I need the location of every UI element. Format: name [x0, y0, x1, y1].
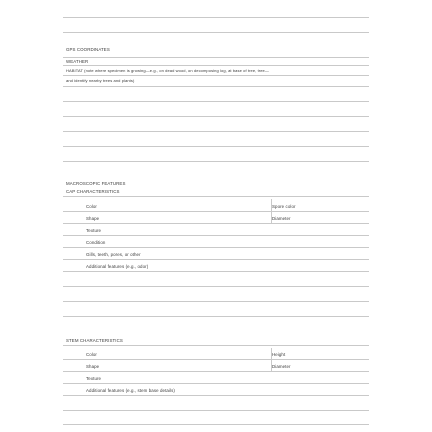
blank-line[interactable] [63, 424, 369, 425]
cap-spore-color-label: Spore color [272, 204, 296, 209]
cap-diameter-label: Diameter [272, 216, 291, 221]
habitat-label-line2: and identify nearby trees and plants) [66, 78, 135, 83]
blank-line[interactable] [63, 131, 369, 132]
gps-label: GPS COORDINATES [66, 47, 110, 52]
cap-characteristics-title: CAP CHARACTERISTICS [66, 189, 120, 194]
cap-shape-line[interactable] [63, 223, 369, 224]
macroscopic-features-title: MACROSCOPIC FEATURES [66, 181, 126, 186]
stem-shape-line[interactable] [63, 371, 369, 372]
stem-characteristics-title: STEM CHARACTERISTICS [66, 338, 123, 343]
habitat-line[interactable] [63, 75, 369, 76]
gps-line[interactable] [63, 57, 369, 58]
blank-line[interactable] [63, 410, 369, 411]
cap-condition-label: Condition [86, 240, 106, 245]
stem-height-label: Height [272, 352, 286, 357]
blank-line [63, 32, 369, 33]
cap-gills-label: Gills, teeth, pores, or other [86, 252, 141, 257]
weather-label: WEATHER [66, 59, 89, 64]
cap-color-line[interactable] [63, 211, 369, 212]
stem-diameter-label: Diameter [272, 364, 291, 369]
blank-line[interactable] [63, 286, 369, 287]
stem-column-divider [271, 348, 272, 372]
blank-line[interactable] [63, 161, 369, 162]
cap-additional-line[interactable] [63, 271, 369, 272]
blank-line[interactable] [63, 146, 369, 147]
cap-shape-label: Shape [86, 216, 100, 221]
cap-condition-line[interactable] [63, 247, 369, 248]
stem-color-label: Color [86, 352, 97, 357]
habitat-label-line1: HABITAT (note where specimen is growing—e.g., on dead wood, on decomposing log, at base of tree, tree— [66, 68, 269, 73]
cap-color-label: Color [86, 204, 97, 209]
cap-additional-label: Additional features (e.g., odor) [86, 264, 149, 269]
weather-line[interactable] [63, 65, 369, 66]
stem-texture-label: Texture [86, 376, 102, 381]
cap-gills-line[interactable] [63, 259, 369, 260]
stem-color-line[interactable] [63, 359, 369, 360]
stem-additional-label: Additional features (e.g., stem base details) [86, 388, 175, 393]
cap-title-line [63, 196, 369, 197]
cap-texture-label: Texture [86, 228, 102, 233]
stem-texture-line[interactable] [63, 383, 369, 384]
habitat-line[interactable] [63, 86, 369, 87]
blank-line[interactable] [63, 101, 369, 102]
stem-additional-line[interactable] [63, 395, 369, 396]
stem-shape-label: Shape [86, 364, 100, 369]
blank-line[interactable] [63, 116, 369, 117]
blank-line [63, 17, 369, 18]
cap-column-divider [271, 199, 272, 223]
cap-texture-line[interactable] [63, 235, 369, 236]
blank-line[interactable] [63, 316, 369, 317]
stem-title-line [63, 345, 369, 346]
blank-line[interactable] [63, 301, 369, 302]
